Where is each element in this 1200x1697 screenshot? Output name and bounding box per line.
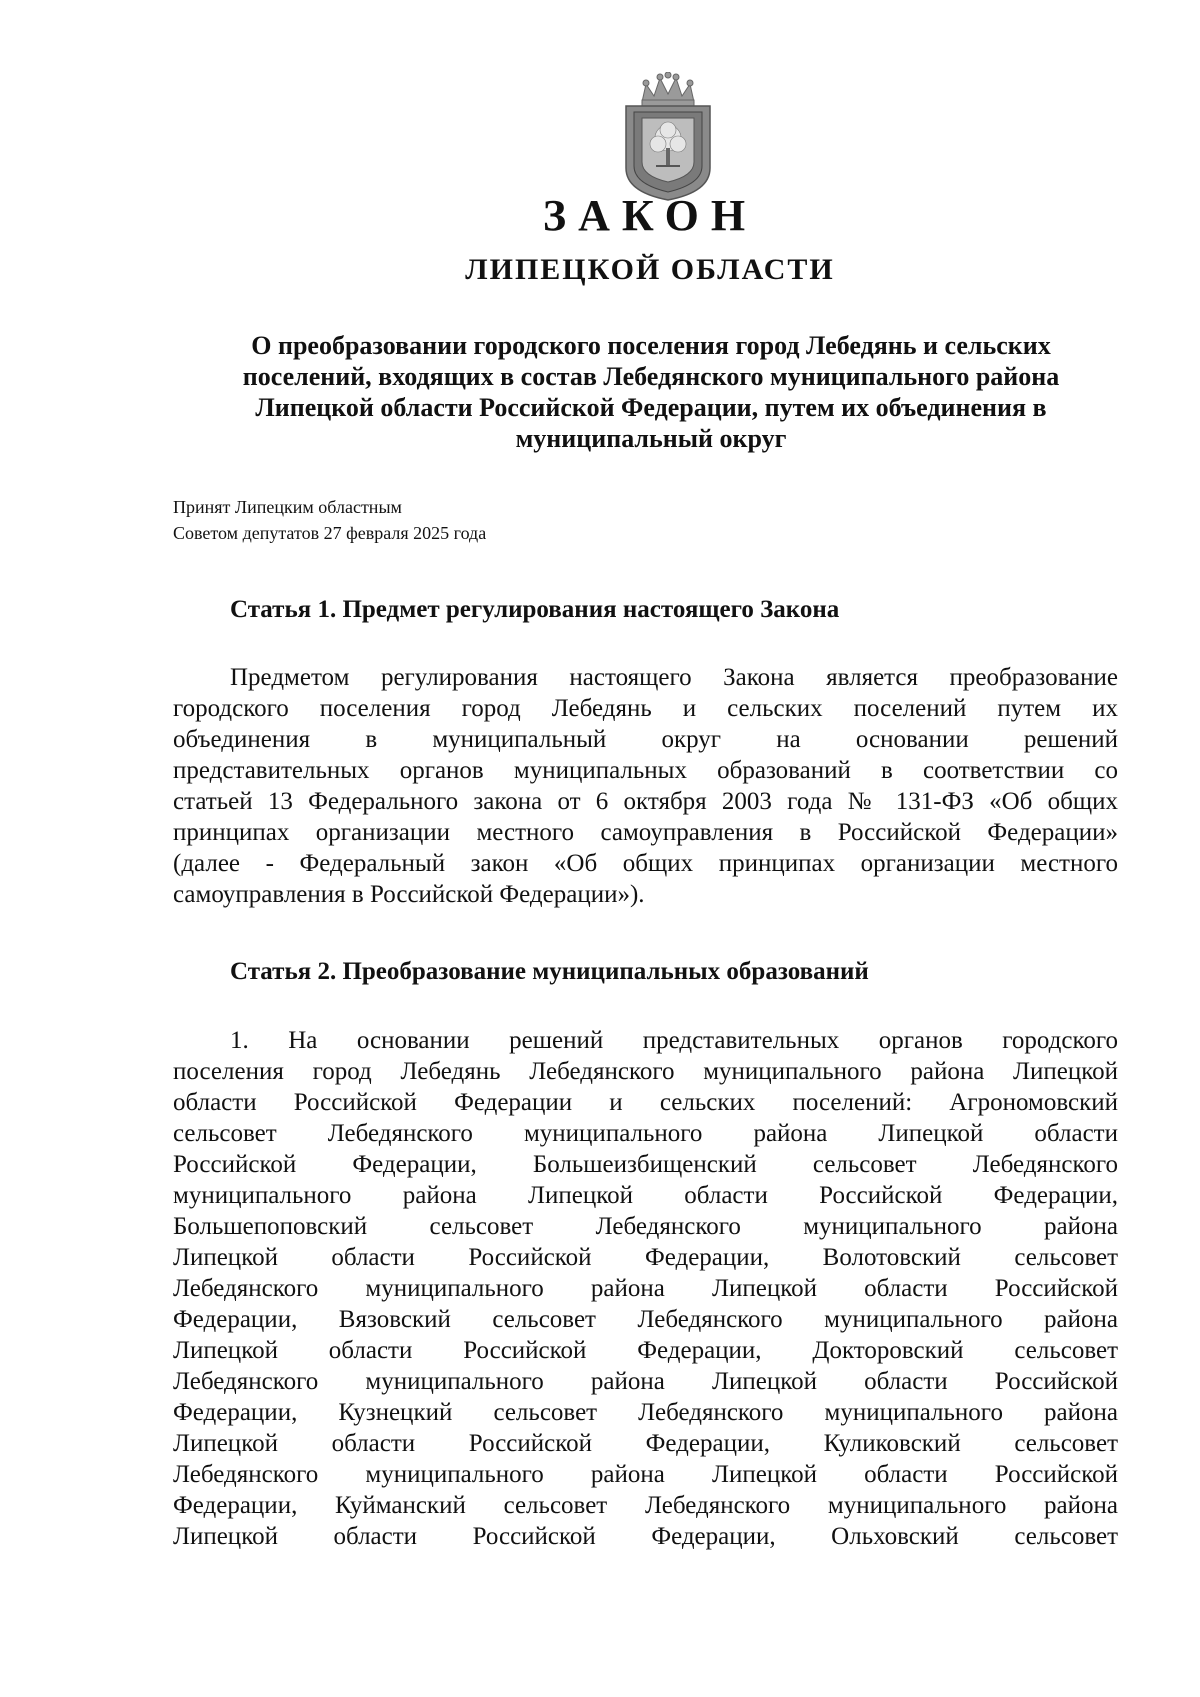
paragraph-line: Липецкой области Российской Федерации, Ольховский сельсовет (173, 1523, 1118, 1550)
paragraph-line: Лебедянского муниципального района Липецкой области Российской (173, 1461, 1118, 1488)
coat-of-arms-icon (616, 72, 720, 202)
article-2-paragraph (173, 1025, 1118, 1552)
paragraph-line: Липецкой области Российской Федерации, Куликовский сельсовет (173, 1430, 1118, 1457)
paragraph-line: городского поселения город Лебедянь и сельских поселений путем их (173, 695, 1118, 722)
document-heading (186, 330, 1116, 454)
paragraph-line: (далее - Федеральный закон «Об общих принципах организации местного (173, 850, 1118, 877)
paragraph-line: Федерации, Кузнецкий сельсовет Лебедянского муниципального района (173, 1399, 1118, 1426)
document-title: ЗАКОН (542, 191, 758, 240)
paragraph-line: Федерации, Вязовский сельсовет Лебедянского муниципального района (173, 1306, 1118, 1333)
paragraph-line: Липецкой области Российской Федерации, Докторовский сельсовет (173, 1337, 1118, 1364)
heading-line: О преобразовании городского поселения город Лебедянь и сельских (251, 331, 1051, 360)
adoption-line: Советом депутатов 27 февраля 2025 года (173, 523, 487, 543)
article-1-paragraph (173, 662, 1118, 910)
paragraph-line: Российской Федерации, Большеизбищенский сельсовет Лебедянского (173, 1151, 1118, 1178)
paragraph-line: представительных органов муниципальных образований в соответствии со (173, 757, 1118, 784)
article-2-title: Статья 2. Преобразование муниципальных образований (230, 958, 869, 985)
heading-line: муниципальный округ (515, 424, 787, 453)
document-region: ЛИПЕЦКОЙ ОБЛАСТИ (465, 253, 835, 286)
adoption-note (173, 494, 773, 546)
heading-line: Липецкой области Российской Федерации, путем их объединения в (255, 393, 1047, 422)
paragraph-line: Федерации, Куйманский сельсовет Лебедянского муниципального района (173, 1492, 1118, 1519)
paragraph-line: Большепоповский сельсовет Лебедянского муниципального района (173, 1213, 1118, 1240)
paragraph-line: самоуправления в Российской Федерации»). (173, 881, 645, 908)
paragraph-line: Лебедянского муниципального района Липецкой области Российской (173, 1368, 1118, 1395)
paragraph-line: 1. На основании решений представительных органов городского (230, 1027, 1118, 1054)
paragraph-line: принципах организации местного самоуправления в Российской Федерации» (173, 819, 1118, 846)
paragraph-line: области Российской Федерации и сельских поселений: Агрономовский (173, 1089, 1118, 1116)
paragraph-line: объединения в муниципальный округ на основании решений (173, 726, 1118, 753)
paragraph-line: Предметом регулирования настоящего Закона является преобразование (230, 664, 1118, 691)
article-1-title: Статья 1. Предмет регулирования настоящего Закона (230, 596, 840, 623)
paragraph-line: статьей 13 Федерального закона от 6 октября 2003 года № 131-ФЗ «Об общих (173, 788, 1118, 815)
paragraph-line: Лебедянского муниципального района Липецкой области Российской (173, 1275, 1118, 1302)
paragraph-line: сельсовет Лебедянского муниципального района Липецкой области (173, 1120, 1118, 1147)
adoption-line: Принят Липецким областным (173, 497, 402, 517)
heading-line: поселений, входящих в состав Лебедянского муниципального района (242, 362, 1060, 391)
paragraph-line: поселения город Лебедянь Лебедянского муниципального района Липецкой (173, 1058, 1118, 1085)
paragraph-line: муниципального района Липецкой области Российской Федерации, (173, 1182, 1118, 1209)
paragraph-line: Липецкой области Российской Федерации, Волотовский сельсовет (173, 1244, 1118, 1271)
